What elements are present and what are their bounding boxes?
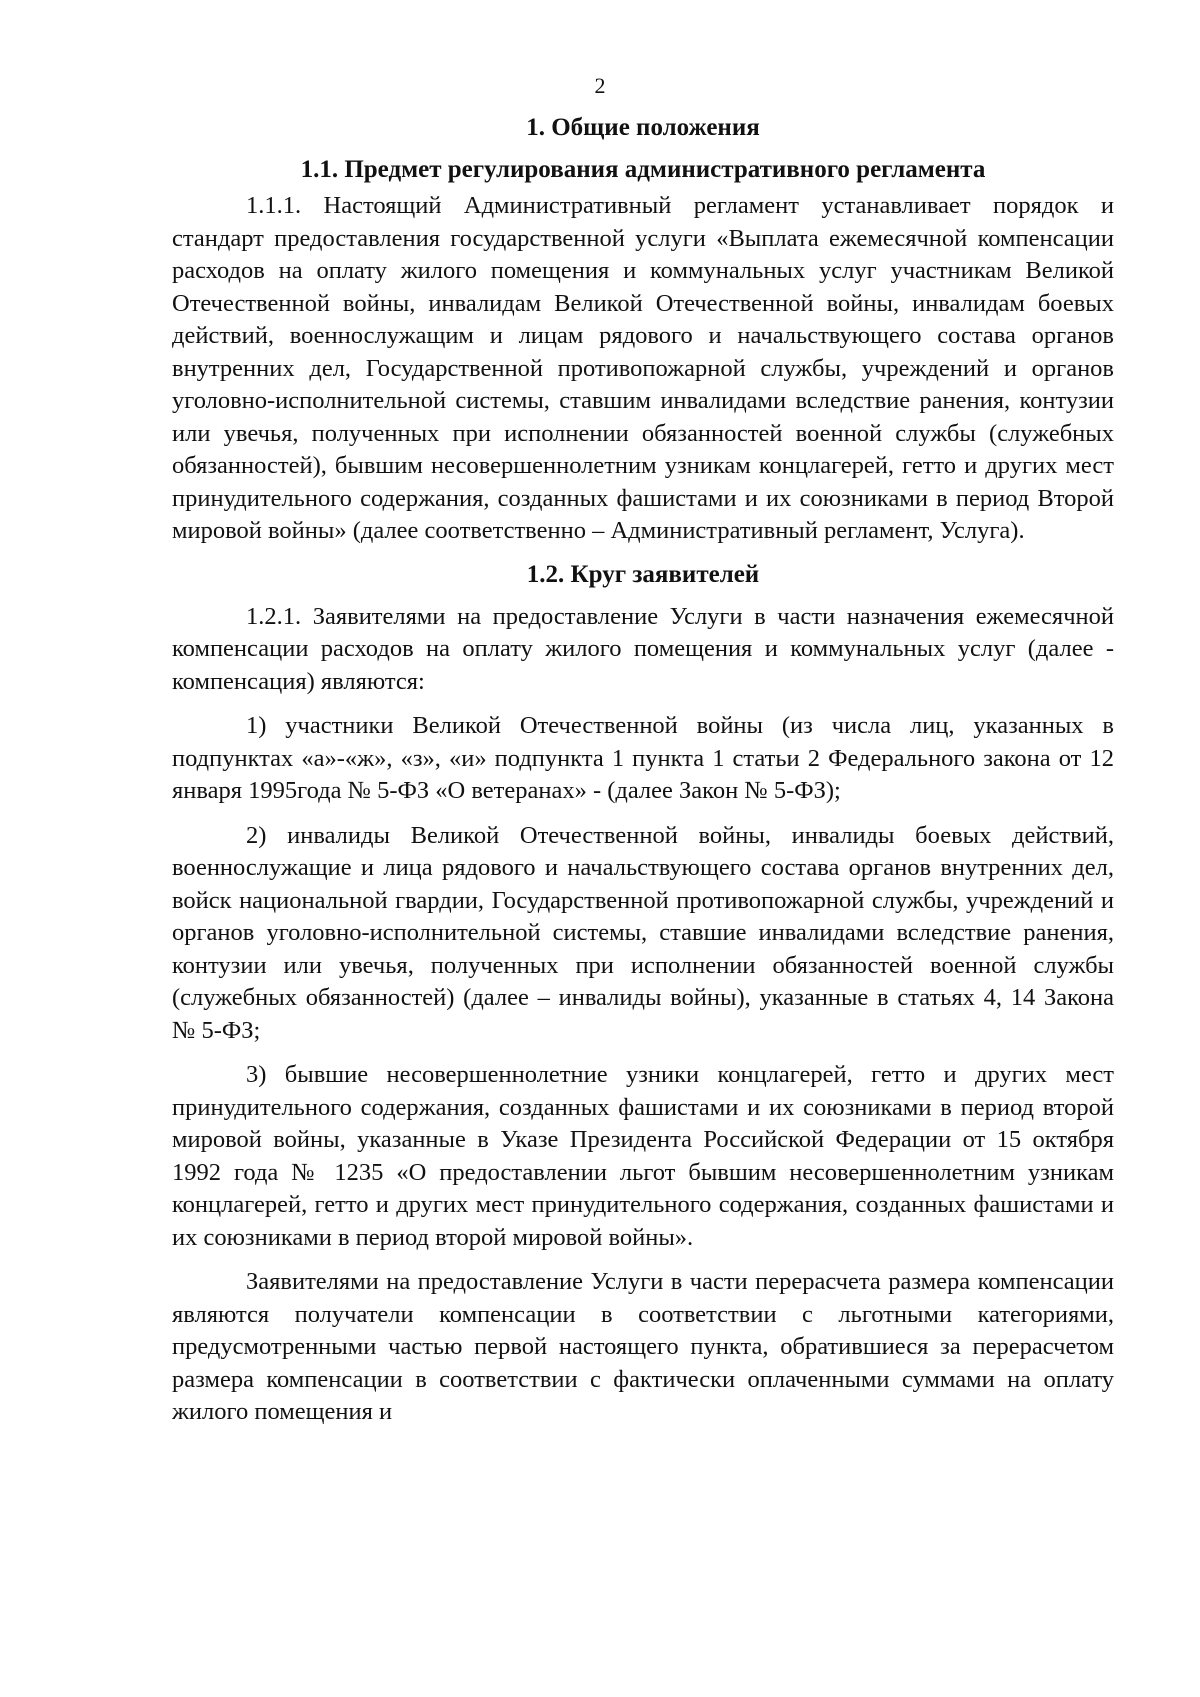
list-item-1: 1) участники Великой Отечественной войны (из числа лиц, указанных в подпунктах «а»-«ж», «з», «и» подпункта 1 пункта 1 статьи 2 Федерального закона от 12 января 1995года № 5-ФЗ «О ветеранах» - (далее Закон № 5-ФЗ); — [172, 712, 1114, 804]
paragraph-recalculation: Заявителями на предоставление Услуги в части перерасчета размера компенсации являются получатели компенсации в соответствии с льготными категориями, предусмотренными частью первой настоящего пункта, обратившиеся за перерасчетом размера компенсации в соответствии с фактически оплаченными суммами на оплату жилого помещения и — [172, 1268, 1114, 1425]
paragraph-1-1-1: 1.1.1. Настоящий Административный регламент устанавливает порядок и стандарт предоставления государственной услуги «Выплата ежемесячной компенсации расходов на оплату жилого помещения и коммунальных услуг участникам Великой Отечественной войны, инвалидам Великой Отечественной войны, инвалидам боевых действий, военнослужащим и лицам рядового и начальствующего состава органов внутренних дел, Государственной противопожарной службы, учреждений и органов уголовно-исполнительной системы, ставшим инвалидами вследствие ранения, контузии или увечья, полученных при исполнении обязанностей военной службы (служебных обязанностей), бывшим несовершеннолетним узникам концлагерей, гетто и других мест принудительного содержания, созданных фашистами и их союзниками в период Второй мировой войны» (далее соответственно – Административный регламент, Услуга). — [172, 192, 1114, 544]
paragraph-1-2-1: 1.2.1. Заявителями на предоставление Услуги в части назначения ежемесячной компенсации расходов на оплату жилого помещения и коммунальных услуг (далее - компенсация) являются: — [172, 602, 1114, 695]
subsection-title-1-2: 1.2. Круг заявителей — [526, 560, 760, 588]
list-item-3: 3) бывшие несовершеннолетние узники концлагерей, гетто и других мест принудительного содержания, созданных фашистами и их союзниками в период второй мировой войны, указанные в Указе Президента Российской Федерации от 15 октября 1992 года № 1235 «О предоставлении льгот бывшим несовершеннолетним узникам концлагерей, гетто и других мест принудительного содержания, созданных фашистами и их союзниками в период второй мировой войны». — [172, 1061, 1114, 1251]
section-title: 1. Общие положения — [526, 114, 760, 141]
document-content — [172, 112, 1114, 1429]
list-item-2: 2) инвалиды Великой Отечественной войны, инвалиды боевых действий, военнослужащие и лица рядового и начальствующего состава органов внутренних дел, войск национальной гвардии, Государственной противопожарной службы, учреждений и органов уголовно-исполнительной системы, ставшие инвалидами вследствие ранения, контузии или увечья, полученных при исполнении обязанностей военной службы (служебных обязанностей) (далее – инвалиды войны), указанные в статьях 4, 14 Закона № 5-ФЗ; — [172, 821, 1114, 1044]
page-number: 2 — [594, 73, 606, 98]
subsection-title-1-1: 1.1. Предмет регулирования административного регламента — [300, 156, 986, 183]
